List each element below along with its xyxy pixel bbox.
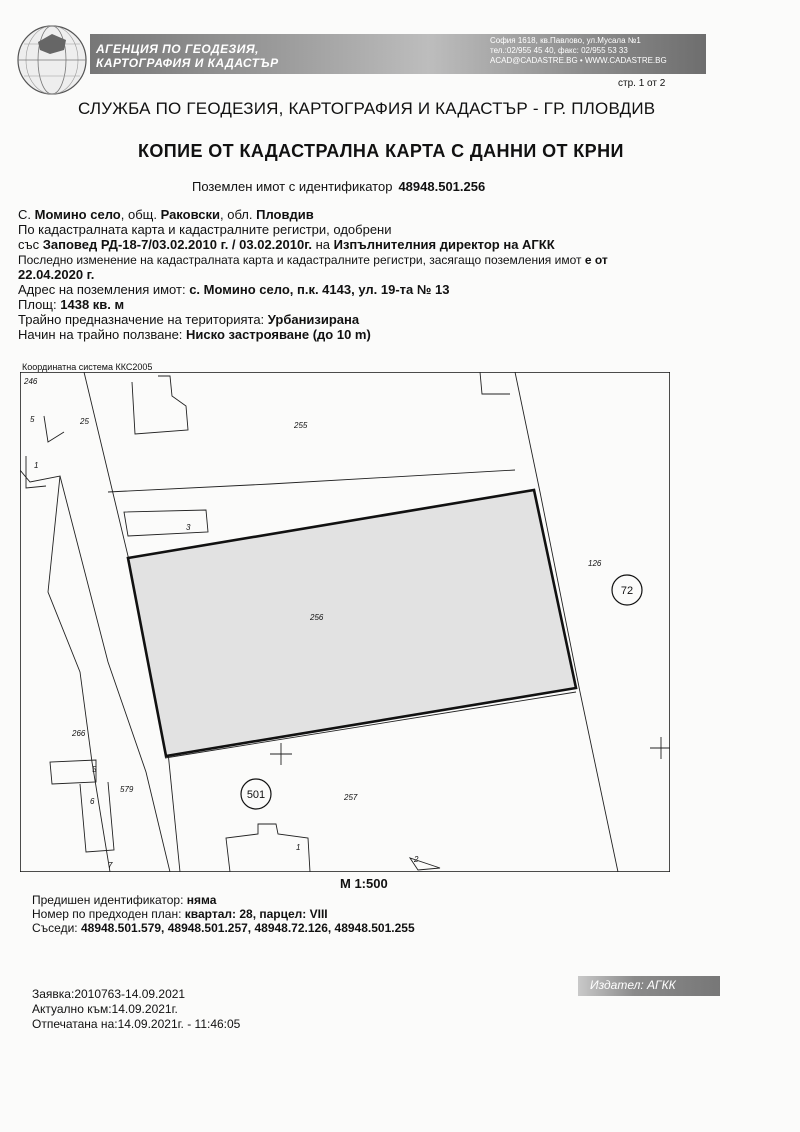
prev-identifier-label: Предишен идентификатор: xyxy=(32,893,184,907)
label-block-501: 501 xyxy=(246,789,266,801)
purpose-label: Трайно предназначение на територията: xyxy=(18,312,265,327)
label-parcel-266: 266 xyxy=(72,729,86,738)
printed-line: Отпечатана на:14.09.2021г. - 11:46:05 xyxy=(32,1017,241,1031)
address-label: Адрес на поземления имот: xyxy=(18,282,186,297)
agency-logo-globe-icon xyxy=(12,20,92,100)
label-building-2: 2 xyxy=(414,855,419,864)
last-change-line xyxy=(18,253,698,268)
request-line: Заявка:2010763-14.09.2021 xyxy=(32,987,186,1001)
actual-line: Актуално към:14.09.2021г. xyxy=(32,1002,178,1016)
contact-phone: тел.:02/955 45 40, факс: 02/955 53 33 xyxy=(490,46,628,55)
building-north xyxy=(132,376,188,434)
building-5 xyxy=(50,760,96,784)
approved-line: По кадастралната карта и кадастралните регистри, одобрени xyxy=(18,222,392,237)
order: Заповед РД-18-7/03.02.2010 г. / 03.02.2010г. xyxy=(42,237,312,252)
purpose-line xyxy=(18,313,359,328)
order-line xyxy=(18,238,555,253)
label-parcel-255: 255 xyxy=(294,421,308,430)
area-line xyxy=(18,298,124,313)
identifier-value: 48948.501.256 xyxy=(398,179,486,194)
usage-label: Начин на трайно ползване: xyxy=(18,327,183,342)
document-title: КОПИЕ ОТ КАДАСТРАЛНА КАРТА С ДАННИ ОТ КРНИ xyxy=(138,141,624,161)
agency-name-line1: АГЕНЦИЯ ПО ГЕОДЕЗИЯ, xyxy=(96,42,259,56)
agency-contacts xyxy=(490,36,667,66)
region: Пловдив xyxy=(256,207,314,222)
coordinate-system: Координатна система ККС2005 xyxy=(22,362,153,372)
usage: Ниско застрояване (до 10 m) xyxy=(186,327,371,342)
address-line xyxy=(18,283,449,298)
cadastral-map xyxy=(20,372,670,872)
label-parcel-256: 256 xyxy=(310,613,324,622)
label-corner-246: 246 xyxy=(24,377,38,386)
boundary-north xyxy=(108,470,515,492)
last-change-date-value: 22.04.2020 г. xyxy=(18,267,95,282)
page-number: стр. 1 от 2 xyxy=(618,78,666,89)
identifier-label: Поземлен имот с идентификатор xyxy=(192,179,393,194)
contact-address: София 1618, кв.Павлово, ул.Мусала №1 xyxy=(490,36,641,45)
neighbors: 48948.501.579, 48948.501.257, 48948.72.126, 48948.501.255 xyxy=(80,921,415,935)
building-3 xyxy=(124,510,208,536)
agency-name-line2: КАРТОГРАФИЯ И КАДАСТЪР xyxy=(96,56,279,70)
label-building-1-south: 1 xyxy=(296,843,301,852)
region-label: , обл. xyxy=(219,207,253,222)
label-building-7: 7 xyxy=(108,861,113,870)
prev-plan-label: Номер по предходен план: xyxy=(32,907,182,921)
street-west-edge-3 xyxy=(20,470,110,872)
order-by: Изпълнителния директор на АГКК xyxy=(333,237,555,252)
issuer: Издател: АГКК xyxy=(590,978,676,992)
prev-identifier-line xyxy=(32,893,216,907)
order-prefix: със xyxy=(18,237,40,252)
neighbors-line xyxy=(32,921,415,935)
settlement: Момино село xyxy=(34,207,121,222)
neighbors-label: Съседи: xyxy=(32,921,78,935)
municipality-label: , общ. xyxy=(120,207,157,222)
building-west-5 xyxy=(44,416,64,442)
purpose: Урбанизирана xyxy=(267,312,360,327)
prev-plan-line xyxy=(32,907,328,921)
label-parcel-579: 579 xyxy=(120,785,134,794)
parcel-256-polygon xyxy=(128,490,576,756)
order-mid: на xyxy=(315,237,330,252)
label-parcel-126: 126 xyxy=(588,559,602,568)
prev-identifier: няма xyxy=(186,893,217,907)
office-title: СЛУЖБА ПО ГЕОДЕЗИЯ, КАРТОГРАФИЯ И КАДАСТЪР - ГР. ПЛОВДИВ xyxy=(78,99,656,118)
label-west-25: 25 xyxy=(80,417,89,426)
label-building-3: 3 xyxy=(186,523,191,532)
building-north-small xyxy=(480,372,510,394)
label-building-1-west: 1 xyxy=(34,461,39,470)
map-scale: М 1:500 xyxy=(340,876,388,891)
prev-plan: квартал: 28, парцел: VIII xyxy=(184,907,328,921)
label-parcel-257: 257 xyxy=(344,793,358,802)
area-label: Площ: xyxy=(18,297,57,312)
agency-name xyxy=(96,42,279,70)
usage-line xyxy=(18,328,371,343)
survey-marks xyxy=(270,737,670,765)
last-change-from: е от xyxy=(584,253,608,267)
label-building-6: 6 xyxy=(90,797,95,806)
last-change-date xyxy=(18,268,94,283)
last-change-label: Последно изменение на кадастралната карта и кадастралните регистри, засягащо поземления имот xyxy=(18,253,582,267)
label-west-5: 5 xyxy=(30,415,35,424)
property-identifier xyxy=(192,179,485,194)
label-block-72: 72 xyxy=(620,585,634,597)
contact-web: ACAD@CADASTRE.BG • WWW.CADASTRE.BG xyxy=(490,56,667,65)
municipality: Раковски xyxy=(160,207,220,222)
label-building-5: 5 xyxy=(92,765,97,774)
settlement-prefix: С. xyxy=(18,207,31,222)
settlement-line xyxy=(18,208,314,223)
address: с. Момино село, п.к. 4143, ул. 19-та № 13 xyxy=(189,282,450,297)
area: 1438 кв. м xyxy=(60,297,125,312)
